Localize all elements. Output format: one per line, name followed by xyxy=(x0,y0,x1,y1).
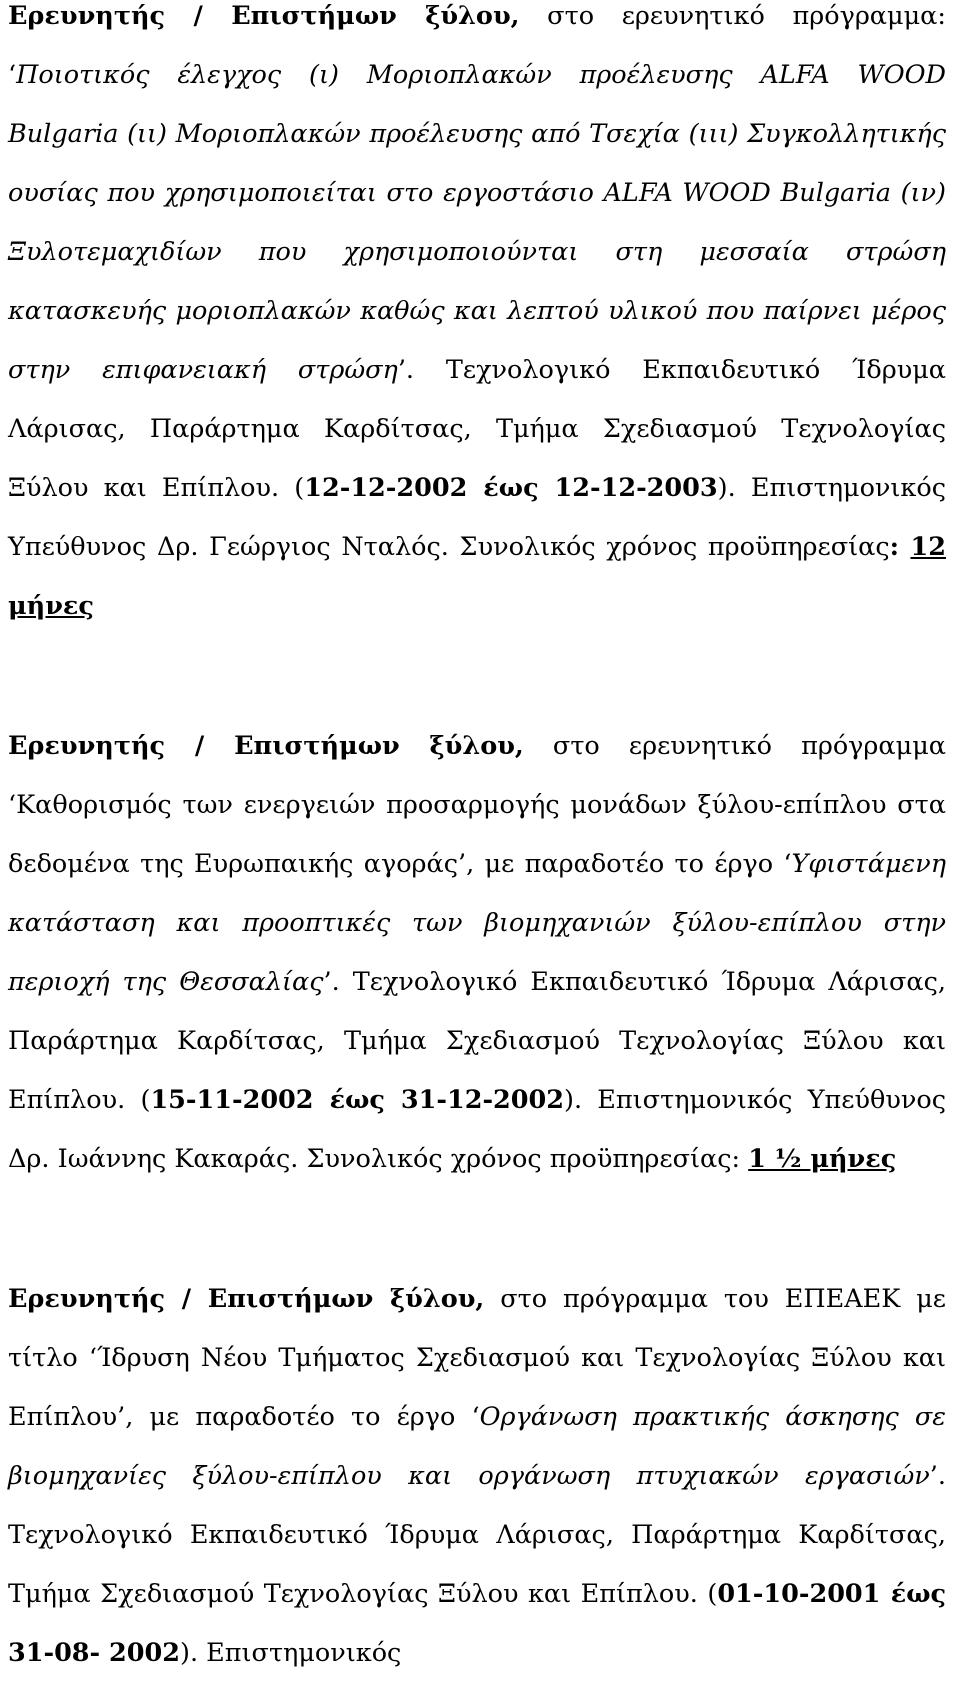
entry-colon: : xyxy=(889,532,911,562)
entry-intro: στο πρόγραμμα του ΕΠΕΑΕΚ με τίτλο ‘Ίδρυση Νέου Τμήματος Σχεδιασμού και Τεχνολογίας Ξύλου και Επίπλου’, με παραδοτέο το έργο ‘ xyxy=(8,1284,947,1432)
entry-period-close: ). xyxy=(717,473,736,503)
entry-period-until: έως xyxy=(880,1579,947,1609)
entry-period-close: ). xyxy=(564,1085,583,1115)
entry-institution: Τεχνολογικό Εκπαιδευτικό Ίδρυμα Λάρισας, Παράρτημα Καρδίτσας, Τμήμα Σχεδιασμού Τεχνολογίας Ξύλου και Επίπλου. xyxy=(8,355,946,503)
entry-project-close: ’. xyxy=(397,355,415,385)
entry-period-open: ( xyxy=(294,473,305,503)
entry-supervisor: Επιστημονικός Υπεύθυνος Δρ. Γεώργιος Νταλός. Συνολικός χρόνος προϋπηρεσίας xyxy=(8,473,947,562)
entry-duration: 12 μήνες xyxy=(8,532,946,621)
experience-entry-2 xyxy=(8,717,946,1189)
entry-project-close: ’. xyxy=(929,1461,946,1491)
entry-period-from: 15-11-2002 xyxy=(150,1085,314,1115)
entry-role: Ερευνητής / Επιστήμων ξύλου, xyxy=(8,1,520,31)
entry-role: Ερευνητής / Επιστήμων ξύλου, xyxy=(8,731,524,761)
entry-project-close: ’. xyxy=(323,967,340,997)
entry-period-to: 12-12-2003 xyxy=(554,473,718,503)
entry-institution: Τεχνολογικό Εκπαιδευτικό Ίδρυμα Λάρισας, Παράρτημα Καρδίτσας, Τμήμα Σχεδιασμού Τεχνολογίας Ξύλου και Επίπλου. xyxy=(8,1520,946,1609)
entry-period-from: 12-12-2002 xyxy=(304,473,468,503)
entry-period-open: ( xyxy=(707,1579,718,1609)
entry-colon: : xyxy=(731,1144,749,1174)
entry-intro: στο ερευνητικό πρόγραμμα: ‘ xyxy=(8,1,946,90)
entry-period-close: ). xyxy=(180,1638,199,1668)
entry-period-to: 31-08- 2002 xyxy=(8,1638,180,1668)
entry-period-until: έως xyxy=(467,473,555,503)
entry-supervisor: Επιστημονικός Υπεύθυνος Δρ. Ιωάννης Κακαράς. Συνολικός χρόνος προϋπηρεσίας xyxy=(8,1085,946,1174)
entry-period-from: 01-10-2001 xyxy=(717,1579,881,1609)
entry-duration: 1 ½ μήνες xyxy=(748,1144,897,1174)
entry-project-title: Οργάνωση πρακτικής άσκησης σε βιομηχανίες ξύλου-επίπλου και οργάνωση πτυχιακών εργασιών xyxy=(8,1402,946,1491)
entry-period-to: 31-12-2002 xyxy=(400,1085,565,1115)
entry-period-until: έως xyxy=(313,1085,401,1115)
entry-institution: Τεχνολογικό Εκπαιδευτικό Ίδρυμα Λάρισας, Παράρτημα Καρδίτσας, Τμήμα Σχεδιασμού Τεχνολογίας Ξύλου και Επίπλου. xyxy=(8,967,946,1115)
entry-period-open: ( xyxy=(140,1085,151,1115)
experience-entry-1 xyxy=(8,0,946,636)
entry-intro: στο ερευνητικό πρόγραμμα ‘Καθορισμός των ενεργειών προσαρμογής μονάδων ξύλου-επίπλου στα δεδομένα της Ευρωπαικής αγοράς’, με παραδοτέο το έργο ‘ xyxy=(8,731,946,879)
entry-project-title: Υφιστάμενη κατάσταση και προοπτικές των βιομηχανιών ξύλου-επίπλου στην περιοχή της Θεσσαλίας xyxy=(8,849,946,997)
entry-project-title: Ποιοτικός έλεγχος (ι) Μοριοπλακών προέλευσης ALFA WOOD Bulgaria (ιι) Μοριοπλακών προέλευσης από Τσεχία (ιιι) Συγκολλητικής ουσίας που χρησιμοποιείται στο εργοστάσιο ALFA WOOD Bulgaria (ιν) Ξυλοτεμαχιδίων που χρησιμοποιούνται στη μεσσαία στρώση κατασκευής μοριοπλακών καθώς και λεπτού υλικού που παίρνει μέρος στην επιφανειακή στρώση xyxy=(8,60,946,385)
entry-role: Ερευνητής / Επιστήμων ξύλου, xyxy=(8,1284,485,1314)
entry-supervisor: Επιστημονικός xyxy=(198,1638,402,1668)
experience-entry-3 xyxy=(8,1270,946,1683)
